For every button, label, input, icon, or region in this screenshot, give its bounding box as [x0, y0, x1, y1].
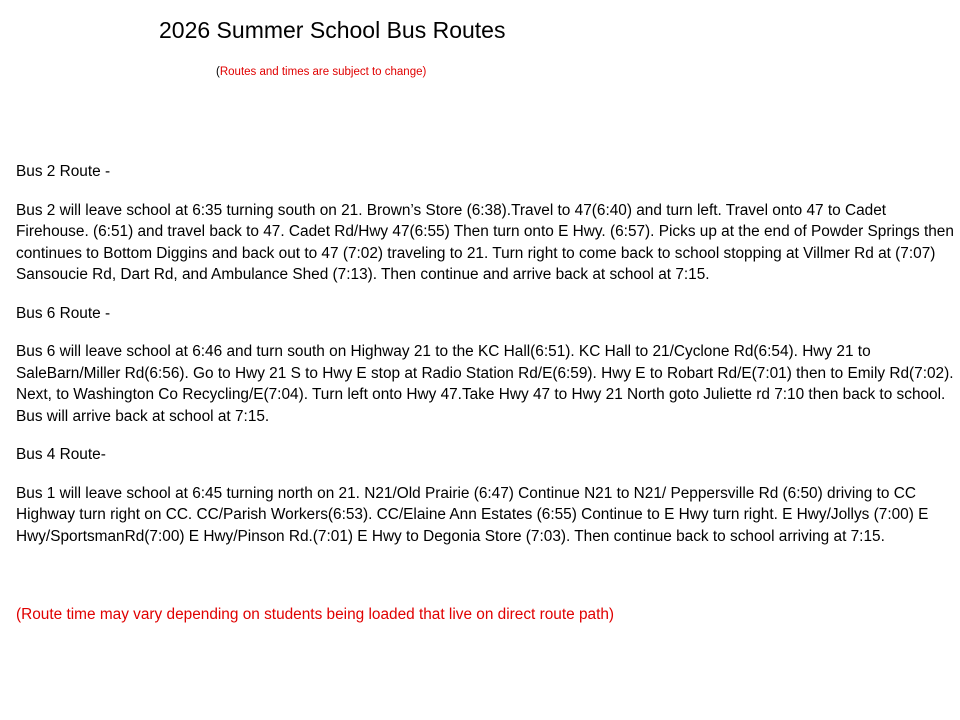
route-description-bus-6: Bus 6 will leave school at 6:46 and turn south on Highway 21 to the KC Hall(6:51). KC Hall to 21/Cyclone Rd(6:54). Hwy 21 to SaleBarn/Miller Rd(6:56). Go to Hwy 21 S to Hwy E stop at Radio Station Rd/E(6:59). Hwy E to Robart Rd/E(7:01) then to Emily Rd(7:02). Next, to Washington Co Recycling/E(7:04). Turn left onto Hwy 47.Take Hwy 47 to Hwy 21 North goto Juliette rd 7:10 then back to school. Bus will arrive back at school at 7:15.: [16, 343, 954, 425]
route-heading-bus-2: Bus 2 Route -: [16, 163, 111, 180]
route-time-footnote: (Route time may vary depending on students being loaded that live on direct route path): [16, 606, 615, 623]
route-heading-bus-4: Bus 4 Route-: [16, 446, 106, 463]
subtitle-text: Routes and times are subject to change): [219, 66, 427, 78]
page-title: 2026 Summer School Bus Routes: [159, 17, 506, 43]
route-description-bus-2: Bus 2 will leave school at 6:35 turning south on 21. Brown’s Store (6:38).Travel to 47(6:40) and turn left. Travel onto 47 to Cadet Firehouse. (6:51) and travel back to 47. Cadet Rd/Hwy 47(6:55) Then turn onto E Hwy. (6:57). Picks up at the end of Powder Springs then continues to Bottom Diggins and back out to 47 (7:02) traveling to 21. Turn right to come back to school stopping at Villmer Rd at (7:07) Sansoucie Rd, Dart Rd, and Ambulance Shed (7:13). Then continue and arrive back at school at 7:15.: [16, 201, 954, 283]
routes-content: [16, 161, 960, 564]
subtitle-notice: [216, 64, 426, 80]
subtitle-open-paren: (: [216, 66, 220, 78]
route-description-bus-4: Bus 1 will leave school at 6:45 turning north on 21. N21/Old Prairie (6:47) Continue N21 to N21/ Peppersville Rd (6:50) driving to CC Highway turn right on CC. CC/Parish Workers(6:53). CC/Elaine Ann Estates (6:55) Continue to E Hwy turn right. E Hwy/Jollys (7:00) E Hwy/SportsmanRd(7:00) E Hwy/Pinson Rd.(7:01) E Hwy to Degonia Store (7:03). Then continue back to school arriving at 7:15.: [16, 484, 929, 545]
route-heading-bus-6: Bus 6 Route -: [16, 304, 111, 322]
